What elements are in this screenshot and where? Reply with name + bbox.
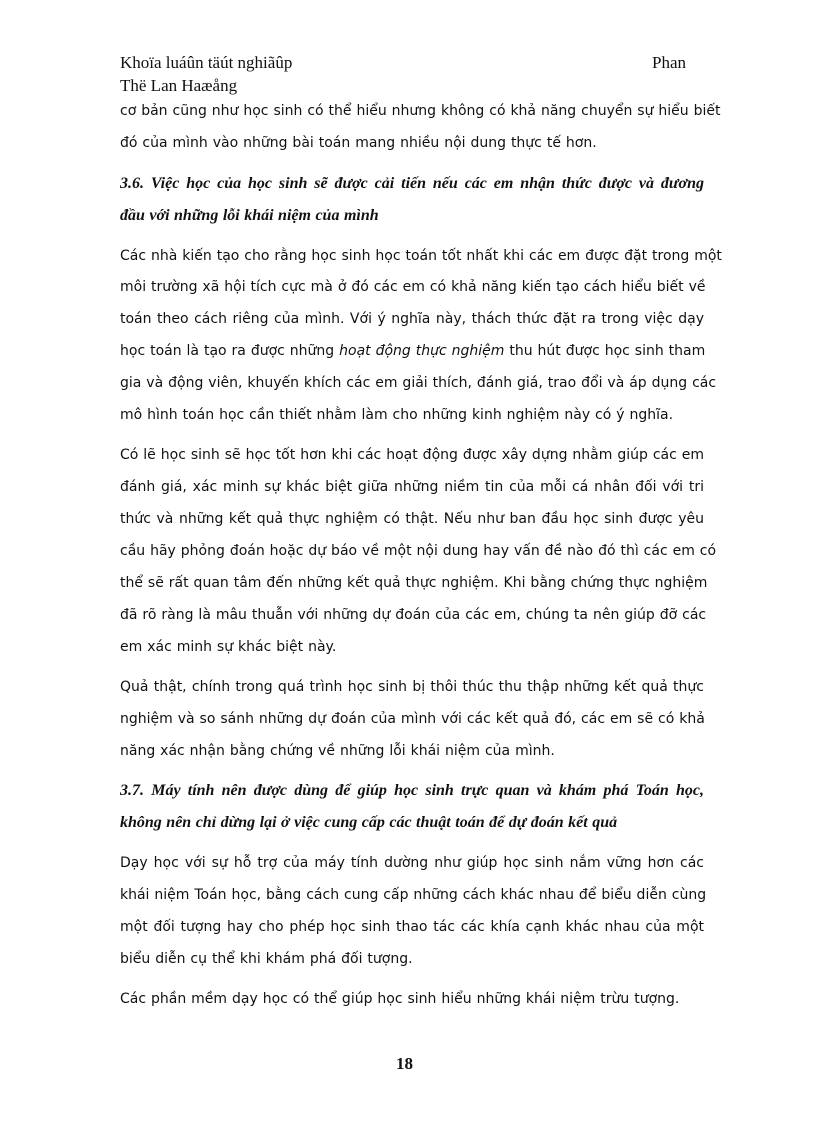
page-number: 18 — [396, 1054, 413, 1073]
header-author-first: Phan — [652, 53, 686, 72]
text-line: Các phần mềm dạy học có thể giúp học sinh hiểu những khái niệm trừu tượng. — [120, 991, 680, 1007]
text-line: biểu diễn cụ thể khi khám phá đối tượng. — [120, 951, 413, 967]
section-heading-3-7: 3.7. Máy tính nên được dùng để giúp học sinh trực quan và khám phá Toán học, — [120, 782, 704, 799]
header-title: Khoïa luáûn täút nghiãûp — [120, 53, 293, 72]
text-line: mô hình toán học cần thiết nhằm làm cho những kinh nghiệm này có ý nghĩa. — [120, 407, 674, 423]
text-line: Dạy học với sự hỗ trợ của máy tính dường như giúp học sinh nắm vững hơn các — [120, 855, 704, 871]
text-line — [120, 341, 704, 361]
text-line: Các nhà kiến tạo cho rằng học sinh học toán tốt nhất khi các em được đặt trong một — [120, 248, 722, 264]
text-span: học toán là tạo ra được những — [120, 343, 340, 359]
section-heading-3-6: 3.6. Việc học của học sinh sẽ được cải tiến nếu các em nhận thức được và đương — [120, 175, 704, 192]
section-heading-3-7-cont: không nên chỉ dừng lại ở việc cung cấp các thuật toán để dự đoán kết quả — [120, 814, 618, 831]
text-line: năng xác nhận bằng chứng về những lỗi khái niệm của mình. — [120, 743, 555, 759]
text-line: nghiệm và so sánh những dự đoán của mình với các kết quả đó, các em sẽ có khả — [120, 711, 705, 727]
text-line: Có lẽ học sinh sẽ học tốt hơn khi các hoạt động được xây dựng nhằm giúp các em — [120, 447, 704, 463]
text-span: thu hút được học sinh tham — [504, 343, 706, 359]
text-line: thể sẽ rất quan tâm đến những kết quả thực nghiệm. Khi bằng chứng thực nghiệm — [120, 575, 708, 591]
header-author-rest: Thë Lan Haæång — [120, 76, 238, 95]
text-line: thức và những kết quả thực nghiệm có thật. Nếu như ban đầu học sinh được yêu — [120, 511, 704, 527]
section-heading-3-6-cont: đầu với những lỗi khái niệm của mình — [120, 207, 379, 224]
text-line: đó của mình vào những bài toán mang nhiều nội dung thực tế hơn. — [120, 135, 597, 151]
text-line: em xác minh sự khác biệt này. — [120, 639, 337, 655]
text-line: đánh giá, xác minh sự khác biệt giữa những niềm tin của mỗi cá nhân đối với tri — [120, 479, 704, 495]
text-line: gia và động viên, khuyến khích các em giải thích, đánh giá, trao đổi và áp dụng các — [120, 375, 717, 391]
text-line: môi trường xã hội tích cực mà ở đó các em có khả năng kiến tạo cách hiểu biết về — [120, 279, 706, 295]
text-line: Quả thật, chính trong quá trình học sinh bị thôi thúc thu thập những kết quả thực — [120, 679, 704, 695]
text-line: một đối tượng hay cho phép học sinh thao tác các khía cạnh khác nhau của một — [120, 919, 704, 935]
text-line: cầu hãy phỏng đoán hoặc dự báo về một nội dung hay vấn đề nào đó thì các em có — [120, 543, 717, 559]
text-line: đã rõ ràng là mâu thuẫn với những dự đoán của các em, chúng ta nên giúp đỡ các — [120, 607, 707, 623]
text-line: cơ bản cũng như học sinh có thể hiểu nhưng không có khả năng chuyển sự hiểu biết — [120, 103, 721, 119]
text-line: khái niệm Toán học, bằng cách cung cấp những cách khác nhau để biểu diễn cùng — [120, 887, 707, 903]
text-line: toán theo cách riêng của mình. Với ý nghĩa này, thách thức đặt ra trong việc dạy — [120, 311, 704, 327]
emphasis-text: hoạt động thực nghiệm — [339, 343, 505, 359]
